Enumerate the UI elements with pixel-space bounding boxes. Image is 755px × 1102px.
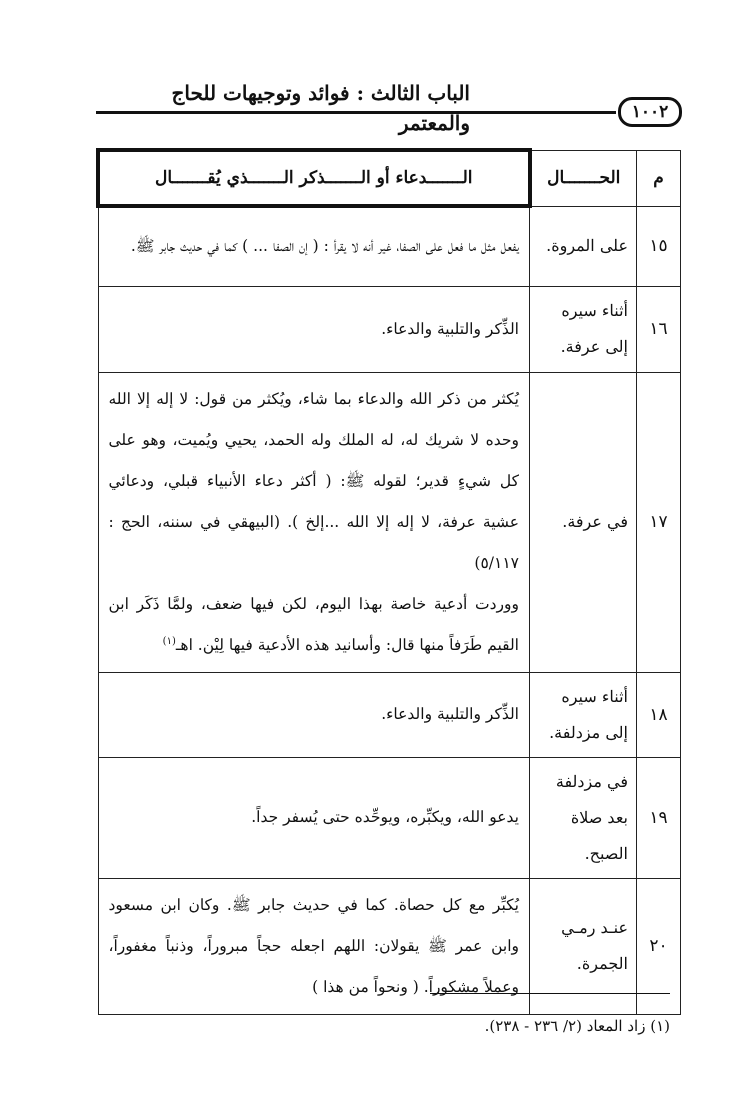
row-state: أثناء سيره إلى مزدلفة. — [530, 672, 637, 757]
row-text — [98, 206, 530, 286]
table-row — [98, 206, 681, 286]
row-number: ١٦ — [637, 286, 681, 372]
row-text-paragraph: الذِّكر والتلبية والدعاء. — [381, 319, 519, 338]
footnote-rule — [430, 993, 670, 994]
footnote-marker: (١) — [162, 635, 176, 647]
page-number: ١٠٠٢ — [618, 97, 682, 127]
row-text — [98, 286, 530, 372]
row-text-paragraph: يُكبِّر مع كل حصاة. كما في حديث جابر ﷺ. وكان ابن مسعود وابن عمر ﷺ يقولان: اللهم اجعله حجاً مبروراً، وذنباً مغفوراً، وعملاً مشكوراً. ( ونحواً من هذا ) — [108, 895, 519, 996]
row-state: في عرفة. — [530, 372, 637, 672]
header-num: م — [637, 150, 681, 206]
row-text-paragraph: الذِّكر والتلبية والدعاء. — [381, 705, 519, 723]
row-text-paragraph — [109, 584, 520, 666]
row-number: ٢٠ — [637, 878, 681, 1014]
row-text-paragraph: يفعل مثل ما فعل على الصفا، غير أنه لا يقرأ : ( إن الصفا ... ) كما في حديث جابر ﷺ. — [130, 237, 519, 256]
row-text — [98, 757, 530, 878]
row-number: ١٥ — [637, 206, 681, 286]
table-row — [98, 372, 681, 672]
header-state: الحـــــــال — [530, 150, 637, 206]
row-text — [98, 372, 530, 672]
row-state: أثناء سيره إلى عرفة. — [530, 286, 637, 372]
header-rule — [96, 111, 616, 114]
row-number: ١٩ — [637, 757, 681, 878]
row-number: ١٧ — [637, 372, 681, 672]
supplications-table — [96, 148, 681, 1015]
row-text — [98, 672, 530, 757]
table-header-row — [98, 150, 681, 206]
row-text-sentence: ووردت أدعية خاصة بهذا اليوم، لكن فيها ضعف، ولمَّا ذَكَر ابن القيم طَرَفاً منها قال: وأسانيد هذه الأدعية فيها لِيْن. اهـ — [108, 594, 519, 654]
table-row — [98, 757, 681, 878]
footnote: (١) زاد المعاد (٢/ ٢٣٦ - ٢٣٨). — [484, 1017, 670, 1035]
row-state: عنـد رمـي الجمرة. — [530, 878, 637, 1014]
row-text-paragraph: يُكثر من ذكر الله والدعاء بما شاء، ويُكثر من قول: لا إله إلا الله وحده لا شريك له، له الملك وله الحمد، يحيي ويُميت، وهو على كل شيءٍ قدير؛ لقوله ﷺ: ( أكثر دعاء الأنبياء قبلي، ودعائي عشية عرفة، لا إله إلا الله ...إلخ ). (البيهقي في سننه، الحج : ٥/١١٧) — [108, 389, 519, 572]
row-text-paragraph: يدعو الله، ويكبِّره، ويوحِّده حتى يُسفر جداً. — [251, 808, 519, 826]
row-number: ١٨ — [637, 672, 681, 757]
table-row — [98, 286, 681, 372]
header-text: الـــــــدعاء أو الـــــــذكر الـــــــذي يُقـــــــال — [98, 150, 530, 206]
table-row — [98, 672, 681, 757]
chapter-title: الباب الثالث : فوائد وتوجيهات للحاج والمعتمر — [171, 81, 470, 135]
row-state: على المروة. — [530, 206, 637, 286]
row-state: في مزدلفة بعد صلاة الصبح. — [530, 757, 637, 878]
